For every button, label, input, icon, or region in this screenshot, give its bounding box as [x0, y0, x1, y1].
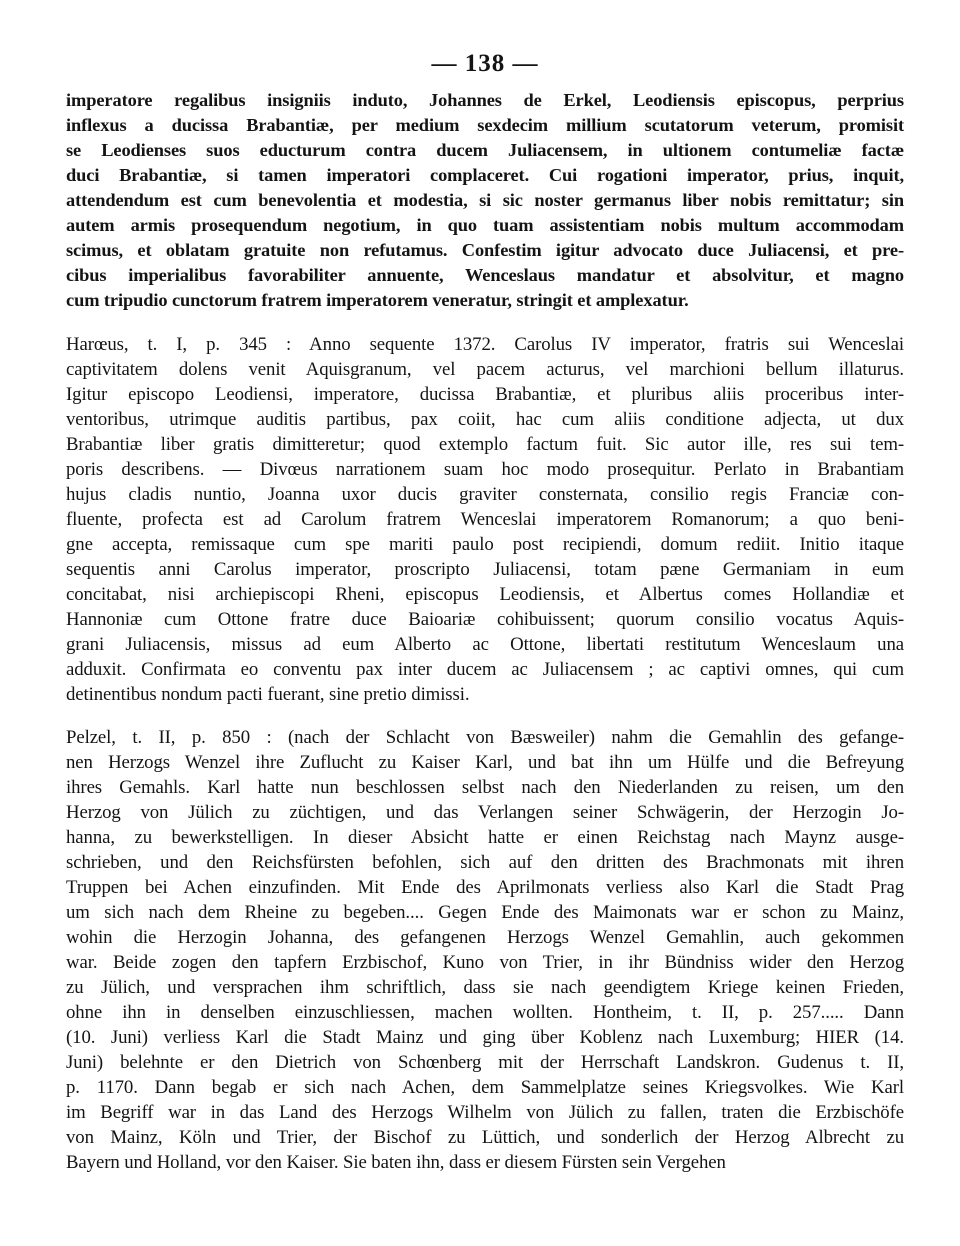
text-line: wohin die Herzogin Johanna, des gefangenen Herzogs Wenzel Gemahlin, auch gekommen	[66, 927, 904, 948]
text-line: zu Jülich, und versprachen ihm schriftlich, dass sie nach geendigtem Kriege keinen Frieden,	[66, 977, 904, 998]
text-line: (10. Juni) verliess Karl die Stadt Mainz und ging über Koblenz nach Luxemburg; HIER (14.	[66, 1027, 904, 1048]
text-line: p. 1170. Dann begab er sich nach Achen, dem Sammelplatze seines Kriegsvolkes. Wie Karl	[66, 1077, 904, 1098]
text-line: ihres Gemahls. Karl hatte nun beschlossen selbst nach den Niederlanden zu reisen, um den	[66, 777, 904, 798]
text-line: hanna, zu bewerkstelligen. In dieser Absicht hatte er einen Reichstag nach Maynz ausge-	[66, 827, 904, 848]
text-line: cibus imperialibus favorabiliter annuente, Wenceslaus mandatur et absolvitur, et magno	[66, 265, 904, 285]
text-line: attendendum est cum benevolentia et modestia, si sic noster germanus liber nobis remittatur; sin	[66, 190, 904, 210]
text-line: scimus, et oblatam gratuite non refutamus. Confestim igitur advocato duce Juliacensi, et pre-	[66, 240, 904, 260]
text-line: Harœus, t. I, p. 345 : Anno sequente 1372. Carolus IV imperator, fratris sui Wenceslai	[66, 334, 904, 355]
text-line: gne accepta, remissaque cum spe mariti paulo post recipiendi, domum rediit. Initio itaque	[66, 534, 904, 555]
paragraph-3	[66, 725, 904, 1175]
text-line: Bayern und Holland, vor den Kaiser. Sie baten ihn, dass er diesem Fürsten sein Vergehen	[66, 1152, 726, 1173]
text-line: captivitatem dolens venit Aquisgranum, vel pacem acturus, vel marchioni bellum illaturus.	[66, 359, 904, 380]
page-number-header: — 138 —	[431, 50, 539, 77]
text-line: ohne ihn in denselben einzuschliessen, machen wollten. Hontheim, t. II, p. 257..... Dann	[66, 1002, 904, 1023]
text-line: se Leodienses suos educturum contra ducem Juliacensem, in ultionem contumeliæ factæ	[66, 140, 904, 160]
text-line: imperatore regalibus insigniis induto, Johannes de Erkel, Leodiensis episcopus, perprius	[66, 90, 904, 110]
paragraph-gap	[66, 313, 904, 332]
text-line: sequentis anni Carolus imperator, proscripto Juliacensi, totam pæne Germaniam in eum	[66, 559, 904, 580]
text-line: duci Brabantiæ, si tamen imperatori complaceret. Cui rogationi imperator, prius, inquit,	[66, 165, 904, 185]
text-line: cum tripudio cunctorum fratrem imperatorem veneratur, stringit et amplexatur.	[66, 290, 689, 310]
text-line: grani Juliacensis, missus ad eum Alberto ac Ottone, libertati restitutum Wenceslaum una	[66, 634, 904, 655]
text-line: hujus cladis nuntio, Joanna uxor ducis graviter consternata, consilio regis Franciæ con-	[66, 484, 904, 505]
text-line: Herzog von Jülich zu züchtigen, und das Verlangen seiner Schwägerin, der Herzogin Jo-	[66, 802, 904, 823]
text-line: Pelzel, t. II, p. 850 : (nach der Schlacht von Bæsweiler) nahm die Gemahlin des gefange-	[66, 727, 904, 748]
paragraph-1	[66, 88, 904, 313]
text-line: war. Beide zogen den tapfern Erzbischof, Kuno von Trier, in ihr Bündniss wider den Herzog	[66, 952, 904, 973]
text-line: Juni) belehnte er den Dietrich von Schœnberg mit der Herrschaft Landskron. Gudenus t. II,	[66, 1052, 904, 1073]
text-line: von Mainz, Köln und Trier, der Bischof zu Lüttich, und sonderlich der Herzog Albrecht zu	[66, 1127, 904, 1148]
text-line: um sich nach dem Rheine zu begeben.... Gegen Ende des Maimonats war er schon zu Mainz,	[66, 902, 904, 923]
text-line: autem armis prosequendum negotium, in quo tuam assistentiam nobis multum accommodam	[66, 215, 904, 235]
text-line: schrieben, und den Reichsfürsten befohlen, sich auf den dritten des Brachmonats mit ihren	[66, 852, 904, 873]
text-line: Brabantiæ liber gratis dimitteretur; quod extemplo factum fuit. Sic autor ille, res sui tem-	[66, 434, 904, 455]
text-line: Igitur episcopo Leodiensi, imperatore, ducissa Brabantiæ, et pluribus aliis proceribus inter-	[66, 384, 904, 405]
text-line: Truppen bei Achen einzufinden. Mit Ende des Aprilmonats verliess also Karl die Stadt Prag	[66, 877, 904, 898]
text-line: adduxit. Confirmata eo conventu pax inter ducem ac Juliacensem ; ac captivi omnes, qui cum	[66, 659, 904, 680]
paragraph-gap	[66, 707, 904, 725]
text-line: nen Herzogs Wenzel ihre Zuflucht zu Kaiser Karl, und bat ihn um Hülfe und die Befreyung	[66, 752, 904, 773]
document-page	[66, 46, 904, 1175]
text-line: inflexus a ducissa Brabantiæ, per medium sexdecim millium scutatorum veterum, promisit	[66, 115, 904, 135]
text-line: ventoribus, utrimque auditis partibus, pax coiit, hac cum aliis conditione adjecta, ut dux	[66, 409, 904, 430]
text-line: concitabat, nisi archiepiscopi Rheni, episcopus Leodiensis, et Albertus comes Hollandiæ et	[66, 584, 904, 605]
paragraph-2	[66, 332, 904, 707]
text-line: Hannoniæ cum Ottone fratre duce Baioariæ cohibuissent; quorum consilio vocatus Aquis-	[66, 609, 904, 630]
text-line: detinentibus nondum pacti fuerant, sine pretio dimissi.	[66, 684, 470, 705]
text-line: fluente, profecta est ad Carolum fratrem Wenceslai imperatorem Romanorum; a quo beni-	[66, 509, 904, 530]
text-line: poris describens. — Divœus narrationem suam hoc modo prosequitur. Perlato in Brabantiam	[66, 459, 904, 480]
text-line: im Begriff war in das Land des Herzogs Wilhelm von Jülich zu fallen, traten die Erzbischöfe	[66, 1102, 904, 1123]
